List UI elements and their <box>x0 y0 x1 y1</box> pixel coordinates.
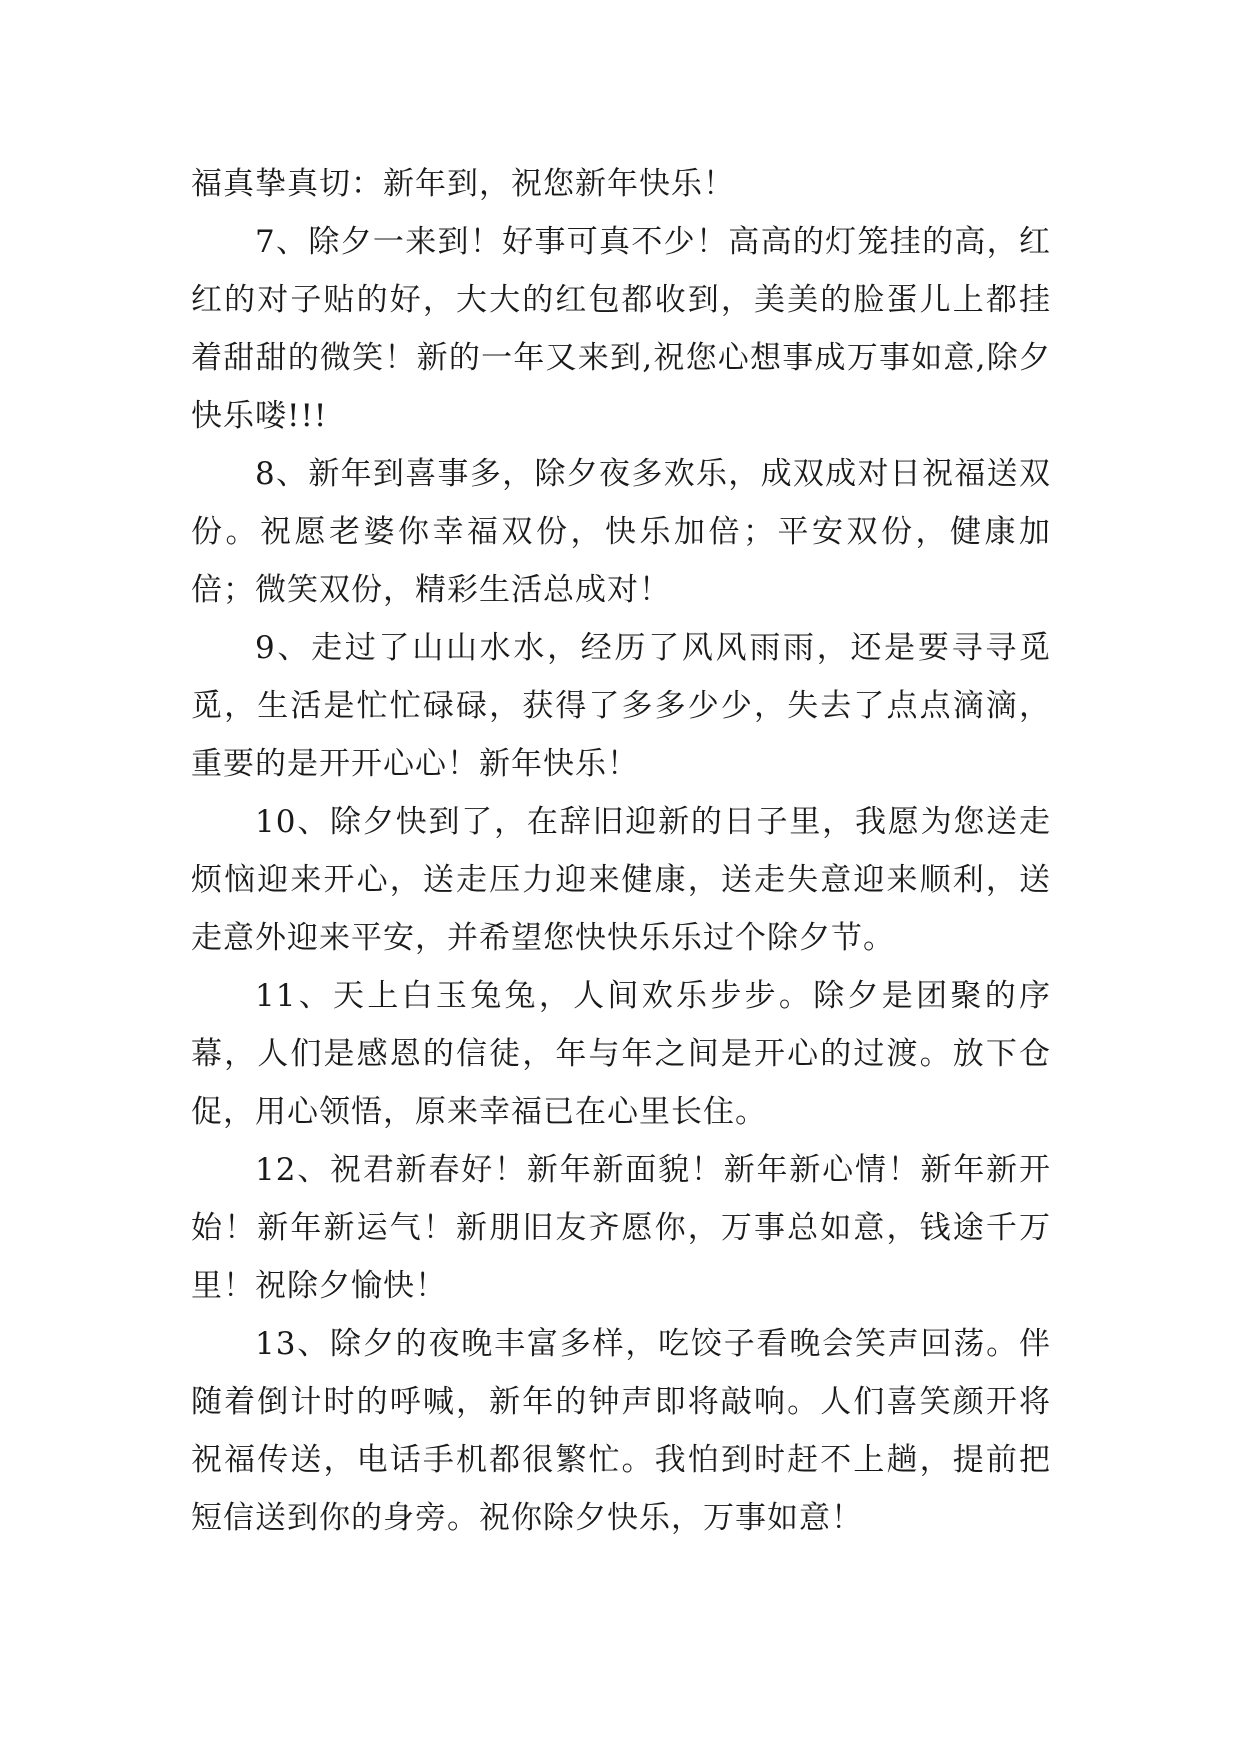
paragraph-8: 8、新年到喜事多，除夕夜多欢乐，成双成对日祝福送双份。祝愿老婆你幸福双份，快乐加倍；平安双份，健康加倍；微笑双份，精彩生活总成对！ <box>191 456 1051 608</box>
document-body <box>191 155 1051 1547</box>
paragraph-9: 9、走过了山山水水，经历了风风雨雨，还是要寻寻觅觅，生活是忙忙碌碌，获得了多多少少，失去了点点滴滴，重要的是开开心心！新年快乐！ <box>191 630 1051 782</box>
paragraph-7: 7、除夕一来到！好事可真不少！高高的灯笼挂的高，红红的对子贴的好，大大的红包都收到，美美的脸蛋儿上都挂着甜甜的微笑！新的一年又来到,祝您心想事成万事如意,除夕快乐喽!!! <box>191 224 1051 434</box>
paragraph-12: 12、祝君新春好！新年新面貌！新年新心情！新年新开始！新年新运气！新朋旧友齐愿你，万事总如意，钱途千万里！祝除夕愉快！ <box>191 1152 1051 1304</box>
paragraph-continuation: 福真挚真切：新年到，祝您新年快乐！ <box>191 166 735 202</box>
paragraph-11: 11、天上白玉兔兔，人间欢乐步步。除夕是团聚的序幕，人们是感恩的信徒，年与年之间是开心的过渡。放下仓促，用心领悟，原来幸福已在心里长住。 <box>191 978 1051 1130</box>
paragraph-10: 10、除夕快到了，在辞旧迎新的日子里，我愿为您送走烦恼迎来开心，送走压力迎来健康，送走失意迎来顺利，送走意外迎来平安，并希望您快快乐乐过个除夕节。 <box>191 804 1051 956</box>
paragraph-13: 13、除夕的夜晚丰富多样，吃饺子看晚会笑声回荡。伴随着倒计时的呼喊，新年的钟声即将敲响。人们喜笑颜开将祝福传送，电话手机都很繁忙。我怕到时赶不上趟，提前把短信送到你的身旁。祝你除夕快乐，万事如意！ <box>191 1326 1051 1536</box>
